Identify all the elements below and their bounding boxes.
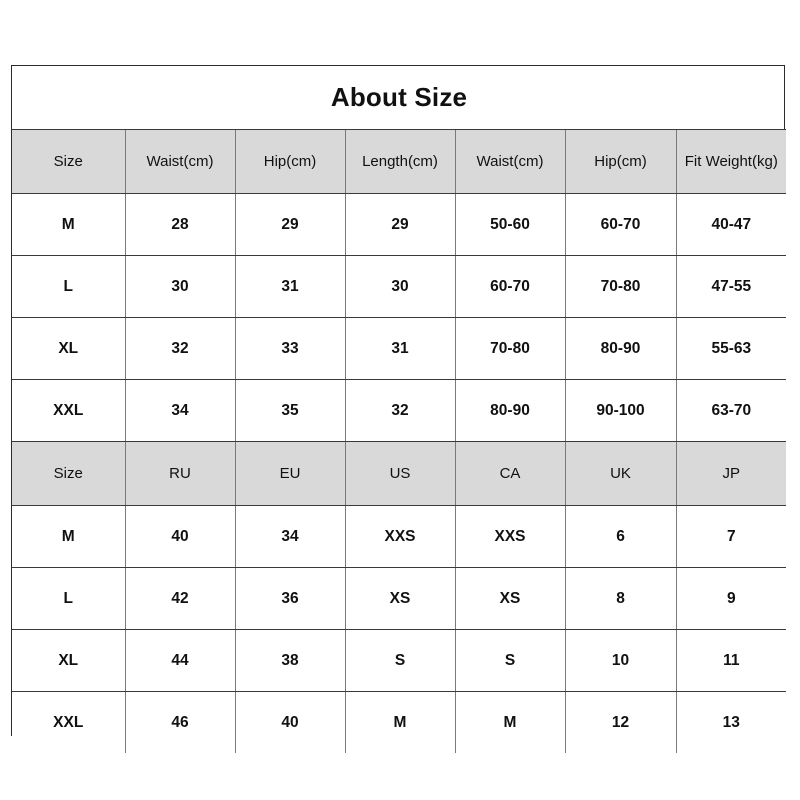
international-header-cell-uk: UK xyxy=(565,442,676,506)
cell-ru: 46 xyxy=(125,692,235,754)
measurements-header-cell-waist-cm: Waist(cm) xyxy=(125,130,235,194)
size-chart-body xyxy=(12,66,786,753)
cell-uk: 8 xyxy=(565,568,676,630)
cell-size: L xyxy=(12,256,125,318)
cell-size: XL xyxy=(12,318,125,380)
cell-hip-cm-2: 80-90 xyxy=(565,318,676,380)
cell-waist-cm-2: 50-60 xyxy=(455,194,565,256)
table-row xyxy=(12,568,786,630)
cell-us: XS xyxy=(345,568,455,630)
cell-jp: 7 xyxy=(676,506,786,568)
cell-size: M xyxy=(12,194,125,256)
table-row xyxy=(12,318,786,380)
cell-uk: 6 xyxy=(565,506,676,568)
title-row xyxy=(12,66,786,130)
size-chart-table-container xyxy=(11,65,785,736)
table-row xyxy=(12,256,786,318)
cell-length-cm: 30 xyxy=(345,256,455,318)
cell-waist-cm-2: 70-80 xyxy=(455,318,565,380)
cell-hip-cm-2: 60-70 xyxy=(565,194,676,256)
measurements-header-cell-size: Size xyxy=(12,130,125,194)
cell-waist-cm-2: 80-90 xyxy=(455,380,565,442)
cell-size: XXL xyxy=(12,380,125,442)
international-header-cell-us: US xyxy=(345,442,455,506)
cell-length-cm: 32 xyxy=(345,380,455,442)
cell-waist-cm: 28 xyxy=(125,194,235,256)
cell-uk: 10 xyxy=(565,630,676,692)
cell-fit-weight: 47-55 xyxy=(676,256,786,318)
measurements-header-cell-hip-cm-2: Hip(cm) xyxy=(565,130,676,194)
international-header-row xyxy=(12,442,786,506)
cell-size: XL xyxy=(12,630,125,692)
measurements-header-cell-waist-cm-2: Waist(cm) xyxy=(455,130,565,194)
cell-eu: 34 xyxy=(235,506,345,568)
cell-jp: 13 xyxy=(676,692,786,754)
cell-uk: 12 xyxy=(565,692,676,754)
cell-waist-cm: 30 xyxy=(125,256,235,318)
cell-ru: 44 xyxy=(125,630,235,692)
cell-ru: 42 xyxy=(125,568,235,630)
cell-jp: 11 xyxy=(676,630,786,692)
page-title: About Size xyxy=(12,66,786,130)
cell-eu: 36 xyxy=(235,568,345,630)
international-header-cell-eu: EU xyxy=(235,442,345,506)
cell-size: M xyxy=(12,506,125,568)
cell-length-cm: 29 xyxy=(345,194,455,256)
cell-hip-cm: 29 xyxy=(235,194,345,256)
cell-waist-cm: 32 xyxy=(125,318,235,380)
cell-fit-weight: 63-70 xyxy=(676,380,786,442)
cell-us: S xyxy=(345,630,455,692)
cell-ca: S xyxy=(455,630,565,692)
cell-ca: XXS xyxy=(455,506,565,568)
cell-hip-cm: 35 xyxy=(235,380,345,442)
measurements-header-cell-length-cm: Length(cm) xyxy=(345,130,455,194)
international-header-cell-ca: CA xyxy=(455,442,565,506)
cell-us: M xyxy=(345,692,455,754)
cell-hip-cm: 33 xyxy=(235,318,345,380)
cell-ca: M xyxy=(455,692,565,754)
cell-fit-weight: 55-63 xyxy=(676,318,786,380)
international-header-cell-jp: JP xyxy=(676,442,786,506)
cell-hip-cm-2: 70-80 xyxy=(565,256,676,318)
cell-jp: 9 xyxy=(676,568,786,630)
table-row xyxy=(12,194,786,256)
measurements-header-cell-fit-weight: Fit Weight(kg) xyxy=(676,130,786,194)
cell-hip-cm: 31 xyxy=(235,256,345,318)
cell-eu: 40 xyxy=(235,692,345,754)
size-chart-table xyxy=(12,66,786,753)
table-row xyxy=(12,506,786,568)
measurements-header-row xyxy=(12,130,786,194)
cell-waist-cm-2: 60-70 xyxy=(455,256,565,318)
table-row xyxy=(12,692,786,754)
measurements-header-cell-hip-cm: Hip(cm) xyxy=(235,130,345,194)
international-header-cell-ru: RU xyxy=(125,442,235,506)
cell-hip-cm-2: 90-100 xyxy=(565,380,676,442)
cell-eu: 38 xyxy=(235,630,345,692)
table-row xyxy=(12,380,786,442)
cell-ca: XS xyxy=(455,568,565,630)
cell-size: XXL xyxy=(12,692,125,754)
table-row xyxy=(12,630,786,692)
cell-length-cm: 31 xyxy=(345,318,455,380)
cell-us: XXS xyxy=(345,506,455,568)
cell-fit-weight: 40-47 xyxy=(676,194,786,256)
cell-size: L xyxy=(12,568,125,630)
international-header-cell-size: Size xyxy=(12,442,125,506)
cell-waist-cm: 34 xyxy=(125,380,235,442)
cell-ru: 40 xyxy=(125,506,235,568)
